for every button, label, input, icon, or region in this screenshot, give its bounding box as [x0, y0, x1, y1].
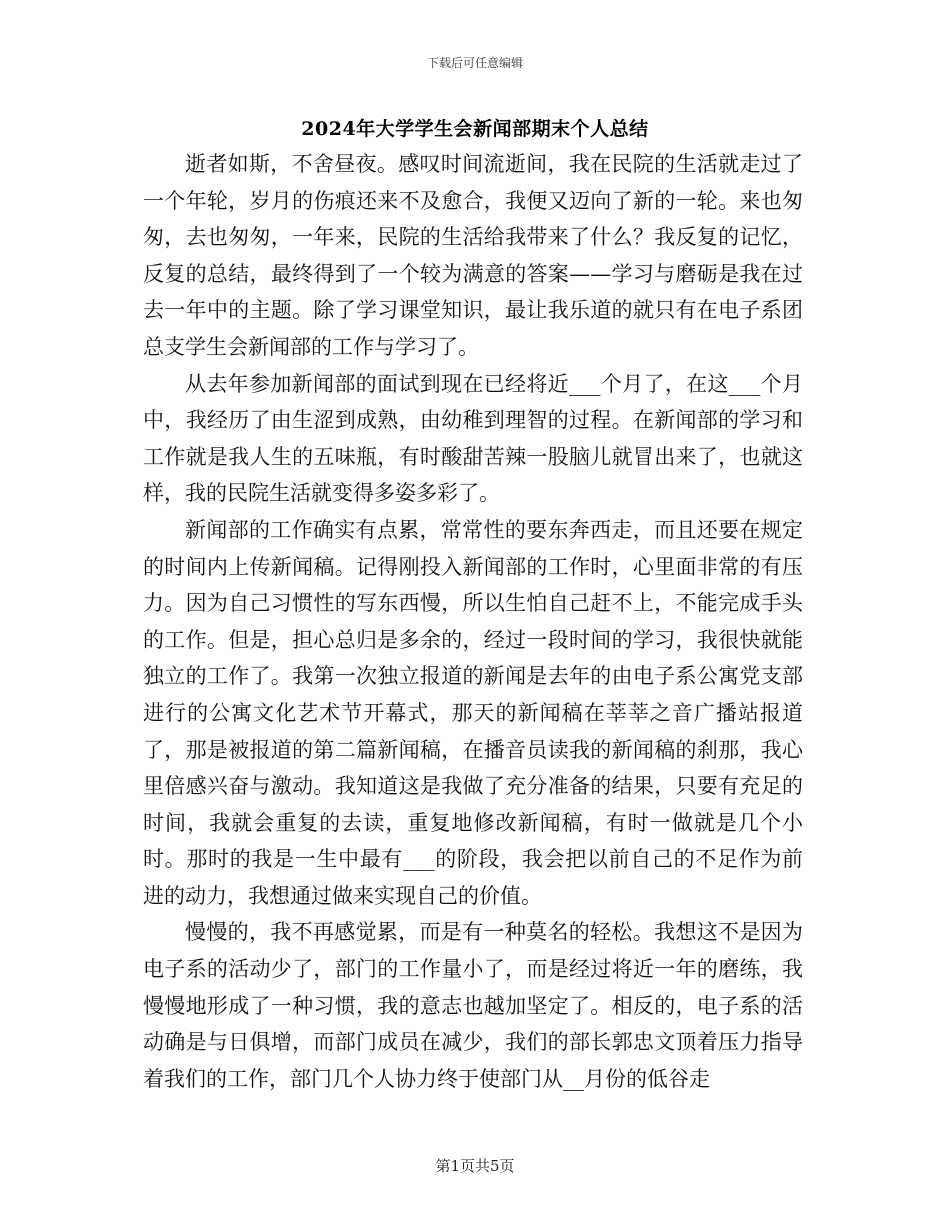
document-body [143, 146, 803, 1097]
paragraph: 新闻部的工作确实有点累，常常性的要东奔西走，而且还要在规定的时间内上传新闻稿。记得刚投入新闻部的工作时，心里面非常的有压力。因为自己习惯性的写东西慢，所以生怕自己赶不上，不能完成手头的工作。但是，担心总归是多余的，经过一段时间的学习，我很快就能独立的工作了。我第一次独立报道的新闻是去年的由电子系公寓党支部进行的公寓文化艺术节开幕式，那天的新闻稿在莘莘之音广播站报道了，那是被报道的第二篇新闻稿，在播音员读我的新闻稿的刹那，我心里倍感兴奋与激动。我知道这是我做了充分准备的结果，只要有充足的时间，我就会重复的去读，重复地修改新闻稿，有时一做就是几个小时。那时的我是一生中最有___的阶段，我会把以前自己的不足作为前进的动力，我想通过做来实现自己的价值。 [143, 517, 803, 908]
document-title: 2024年大学学生会新闻部期末个人总结 [301, 118, 649, 140]
paragraph: 从去年参加新闻部的面试到现在已经将近___个月了，在这___个月中，我经历了由生涩到成熟，由幼稚到理智的过程。在新闻部的学习和工作就是我人生的五味瓶，有时酸甜苦辣一股脑儿就冒出来了，也就这样，我的民院生活就变得多姿多彩了。 [143, 371, 803, 506]
header-note: 下载后可任意编辑 [426, 56, 523, 70]
paragraph: 慢慢的，我不再感觉累，而是有一种莫名的轻松。我想这不是因为电子系的活动少了，部门的工作量小了，而是经过将近一年的磨练，我慢慢地形成了一种习惯，我的意志也越加坚定了。相反的，电子系的活动确是与日俱增，而部门成员在减少，我们的部长郭忠文顶着压力指导着我们的工作，部门几个人协力终于使部门从__月份的低谷走 [143, 920, 803, 1091]
paragraph: 逝者如斯，不舍昼夜。感叹时间流逝间，我在民院的生活就走过了一个年轮，岁月的伤痕还来不及愈合，我便又迈向了新的一轮。来也匆匆，去也匆匆，一年来，民院的生活给我带来了什么？我反复的记忆，反复的总结，最终得到了一个较为满意的答案——学习与磨砺是我在过去一年中的主题。除了学习课堂知识，最让我乐道的就只有在电子系团总支学生会新闻部的工作与学习了。 [143, 152, 803, 359]
page-number-footer: 第1页共5页 [435, 1157, 515, 1175]
